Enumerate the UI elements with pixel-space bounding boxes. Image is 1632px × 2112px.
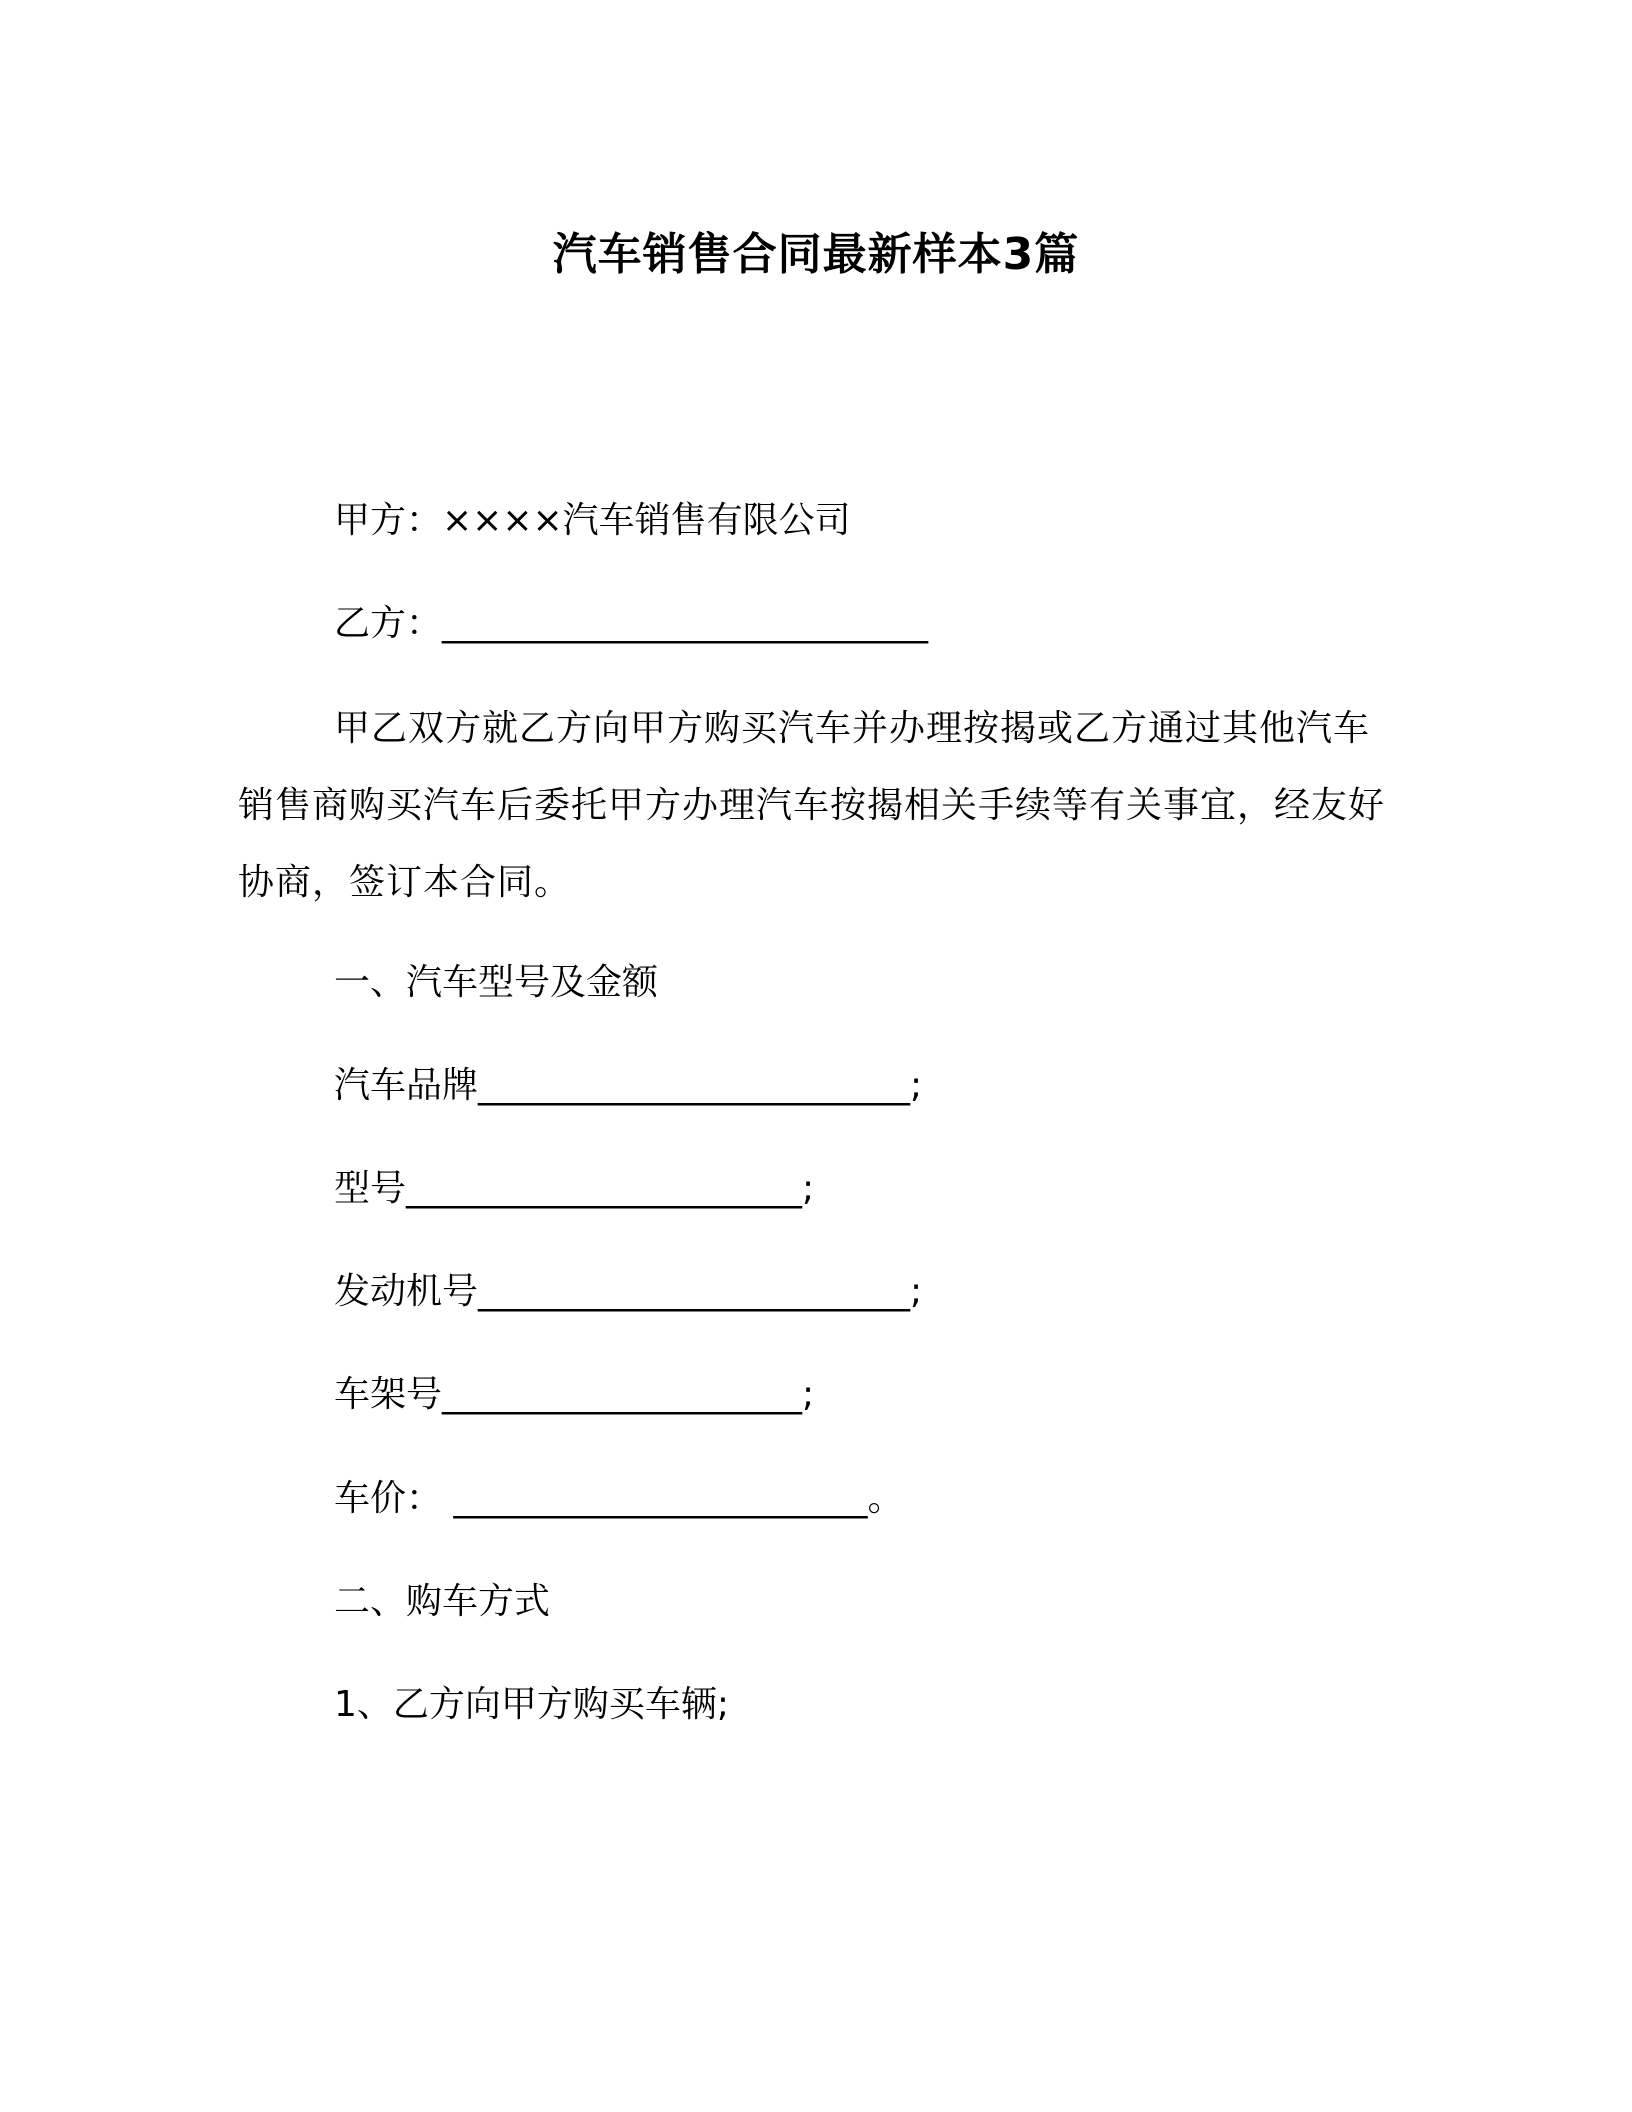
party-b-line: 乙方：___________________________ <box>334 603 929 644</box>
field-car-price: 车价： _______________________。 <box>334 1478 904 1519</box>
intro-paragraph: 甲乙双方就乙方向甲方购买汽车并办理按揭或乙方通过其他汽车销售商购买汽车后委托甲方办理汽车按揭相关手续等有关事宜，经友好协商，签订本合同。 <box>238 708 1386 903</box>
party-a-line: 甲方：××××汽车销售有限公司 <box>334 500 851 541</box>
document-title: 汽车销售合同最新样本3篇 <box>552 229 1080 280</box>
section-heading-purchase-method: 二、购车方式 <box>334 1581 551 1622</box>
list-item-purchase-1: 1、乙方向甲方购买车辆; <box>334 1684 730 1725</box>
field-frame-number: 车架号____________________; <box>334 1374 815 1415</box>
field-model: 型号______________________; <box>334 1168 815 1209</box>
field-engine-number: 发动机号________________________; <box>334 1271 923 1312</box>
section-heading-car-model: 一、汽车型号及金额 <box>334 962 659 1003</box>
field-car-brand: 汽车品牌________________________; <box>334 1065 923 1106</box>
